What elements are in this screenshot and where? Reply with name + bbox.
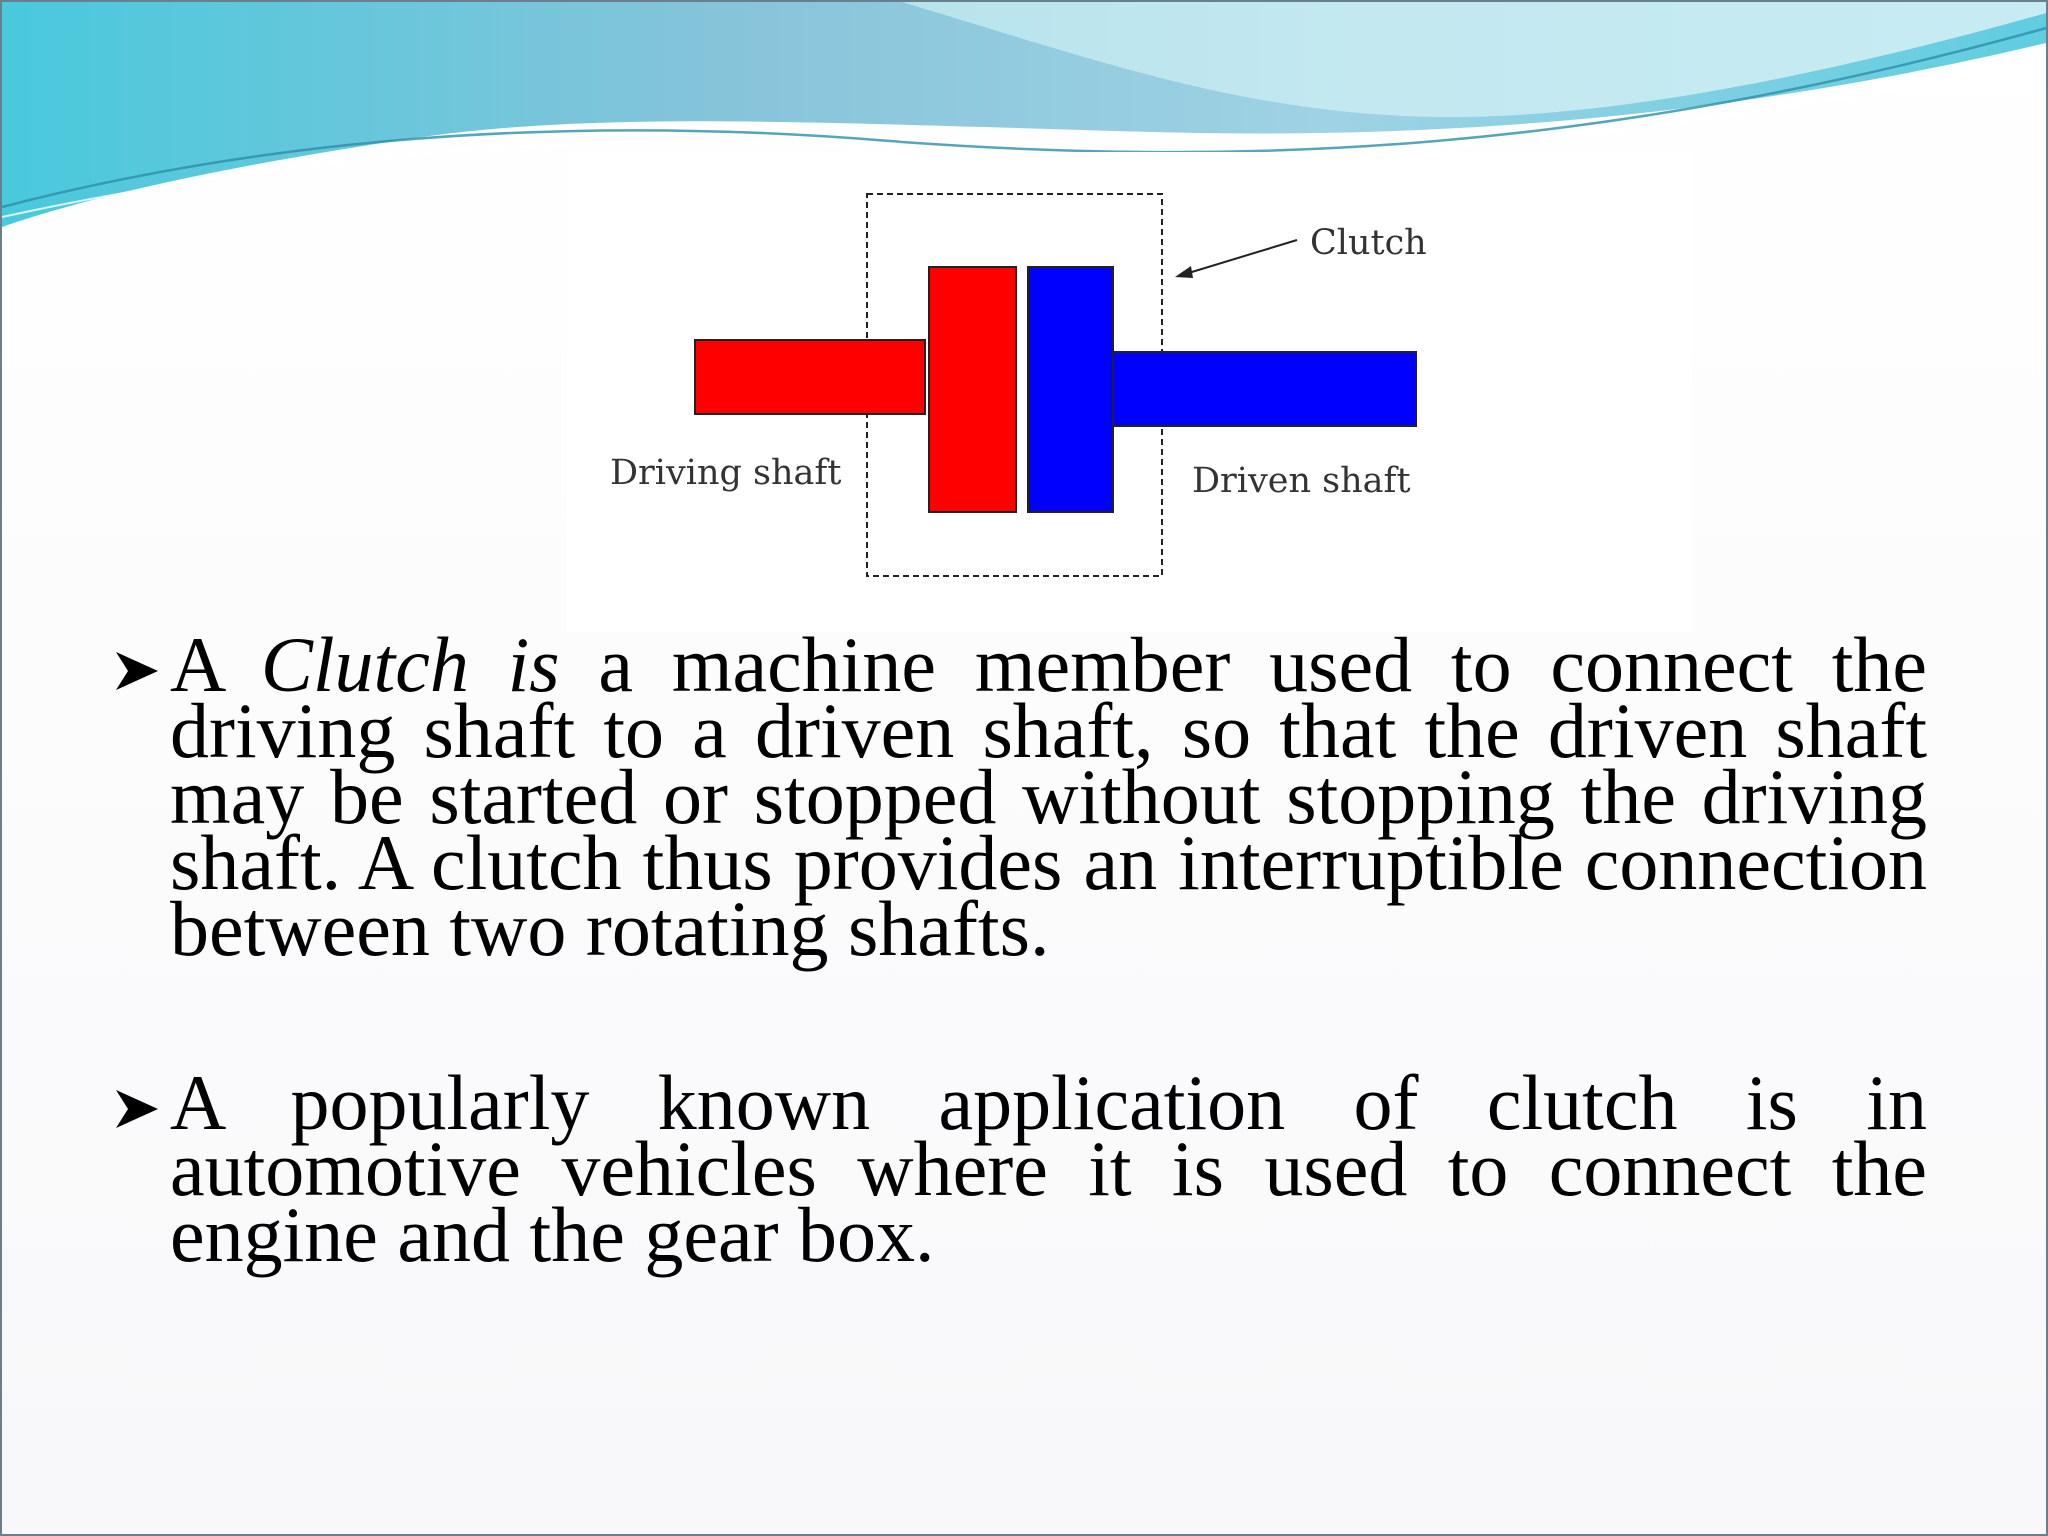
arrowhead-bullet-icon xyxy=(112,1084,162,1134)
bullet-clutch-definition xyxy=(112,621,1928,972)
driving-clutch-plate xyxy=(929,267,1016,512)
clutch-label: Clutch xyxy=(1310,223,1427,263)
arrowhead-bullet-icon xyxy=(112,646,162,696)
clutch-term: Clutch is xyxy=(260,621,560,708)
clutch-diagram xyxy=(567,152,1692,632)
bullet-clutch-application xyxy=(112,1059,1927,1278)
bullet-rest-text: a machine member used to connect the driving shaft to a driven shaft, so that the driven shaft may be started or stopped without stopping the driving shaft. A clutch thus provides an interruptible connection between two rotating shafts. xyxy=(170,621,1928,972)
driving-shaft-label: Driving shaft xyxy=(610,453,842,493)
clutch-pointer-arrowhead xyxy=(1175,266,1193,278)
slide-content xyxy=(112,621,1928,1278)
bullet-lead-text: A xyxy=(170,621,261,708)
driven-shaft-rod xyxy=(1113,352,1416,426)
clutch-diagram-panel xyxy=(567,152,1692,632)
clutch-pointer-arrow xyxy=(1182,240,1297,275)
driven-shaft-label: Driven shaft xyxy=(1192,461,1411,501)
bullet-application-text: A popularly known application of clutch is in automotive vehicles where it is used to connect the engine and the gear box. xyxy=(170,1059,1927,1278)
driven-clutch-plate xyxy=(1028,267,1113,512)
driving-shaft-rod xyxy=(695,340,925,414)
